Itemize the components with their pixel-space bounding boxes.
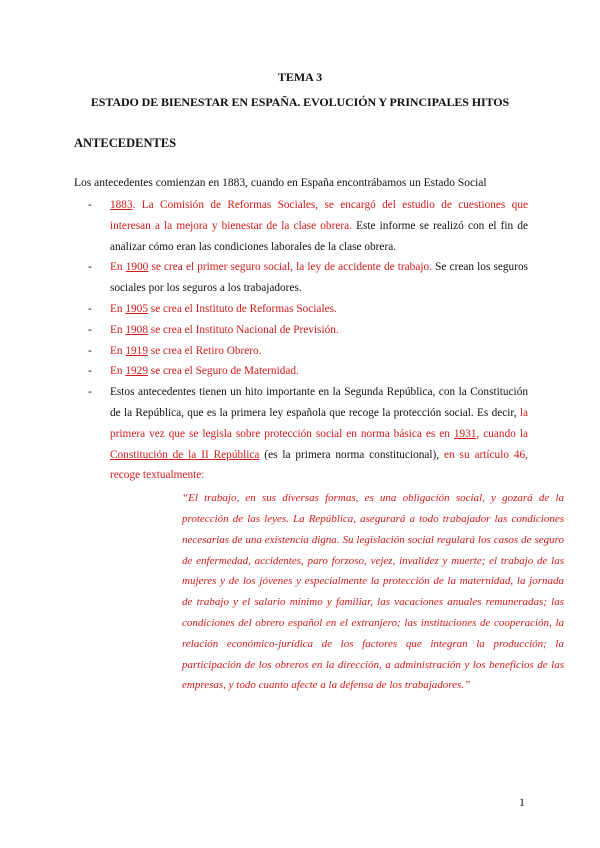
section-heading: ANTECEDENTES [74, 136, 177, 150]
list-item: - En 1929 se crea el Seguro de Maternidad. [88, 365, 299, 378]
year-link: 1931 [453, 427, 477, 440]
history-list [74, 195, 564, 696]
document-title: ESTADO DE BIENESTAR EN ESPAÑA. EVOLUCIÓN Y PRINCIPALES HITOS [90, 95, 510, 109]
constitucion-link: Constitución de la II República [110, 448, 260, 461]
list-item: - En 1900 se crea el primer seguro social, la ley de accidente de trabajo. Se crean los seguros sociales por los seguros a los trabajadores. [88, 261, 529, 295]
list-item: - En 1908 se crea el Instituto Nacional de Previsión. [88, 323, 339, 336]
year-link: 1900 [125, 261, 149, 274]
year-link: 1908 [125, 323, 148, 336]
intro-paragraph: Los antecedentes comienzan en 1883, cuando en España encontrábamos un Estado Social [74, 177, 487, 189]
year-link: 1905 [125, 302, 148, 315]
year-link: 1883 [110, 199, 133, 211]
list-item: - Estos antecedentes tienen un hito importante en la Segunda República, con la Constitución de la República, que es la primera ley española que recoge la protección social. Es decir, la primera vez que se legisla sobre protección social en norma básica es en 1931, cuando la Constitución de la II República (es la primera norma constitucional), en su artículo 46, recoge textualmente: “El trabajo, en sus diversas formas, es una obligación social, y gozará de la protección de las leyes. La República, asegurará a todo trabajador las condiciones necesarias de una existencia digna. Su legislación social regulará los casos de seguro de enfermedad, accidentes, paro forzoso, vejez, invalidez y muerte; el trabajo de las mujeres y de los jóvenes y especialmente la protección de la maternidad, la jornada de trabajo y el salario mínimo y familiar, las vacaciones anuales remuneradas; las condiciones del obrero español en el extranjero; las instituciones de cooperación, la relación económico-jurídica de los factores que integran la producción; la participación de los obreros en la dirección, a administración y los beneficios de las empresas, y todo cuanto afecte a la defensa de los trabajadores.” [74, 382, 528, 696]
list-item: - 1883. La Comisión de Reformas Sociales, se encargó del estudio de cuestiones que interesan a la mejora y bienestar de la clase obrera. Este informe se realizó con el fin de analizar cómo eran las condiciones laborales de la clase obrera. [88, 199, 528, 253]
year-link: 1919 [125, 344, 148, 357]
article-46-quote: “El trabajo, en sus diversas formas, es una obligación social, y gozará de la protección de las leyes. La República, asegurará a todo trabajador las condiciones necesarias de una existencia digna. Su legislación social regulará los casos de seguro de enfermedad, accidentes, paro forzoso, vejez, invalidez y muerte; el trabajo de las mujeres y de los jóvenes y especialmente la protección de la maternidad, la jornada de trabajo y el salario mínimo y familiar, las vacaciones anuales remuneradas; las condiciones del obrero español en el extranjero; las instituciones de cooperación, la relación económico-jurídica de los factores que integran la producción; la participación de los obreros en la dirección, a administración y los beneficios de las empresas, y todo cuanto afecte a la defensa de los trabajadores.” [182, 492, 564, 692]
page-number: 1 [519, 795, 525, 809]
year-link: 1929 [125, 365, 148, 378]
list-item: - En 1905 se crea el Instituto de Reformas Sociales. [88, 302, 337, 315]
tema-heading: TEMA 3 [277, 70, 323, 84]
list-item: - En 1919 se crea el Retiro Obrero. [88, 344, 262, 357]
